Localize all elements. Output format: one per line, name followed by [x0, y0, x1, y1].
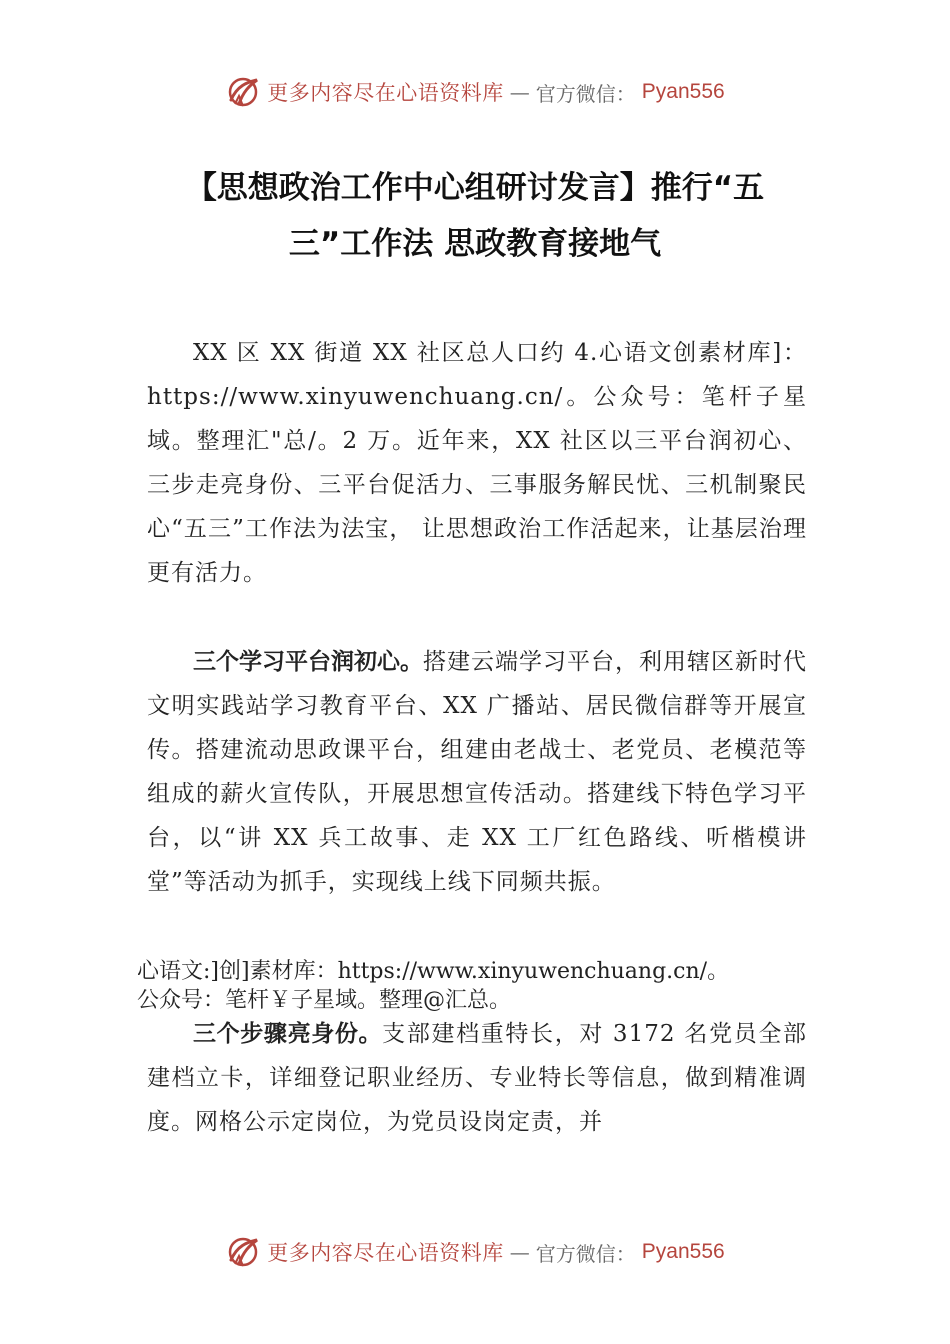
body-paragraph-3: [147, 1012, 807, 1144]
body-paragraph-2: [147, 640, 807, 904]
paragraph-lead: 三个步骤亮身份。: [193, 1021, 383, 1047]
ribbon-logo-icon: [225, 1234, 261, 1270]
ribbon-logo-icon: [225, 74, 261, 110]
paragraph-text: 搭建云端学习平台，利用辖区新时代文明实践站学习教育平台、XX 广播站、居民微信群等开展宣传。搭建流动思政课平台，组建由老战士、老党员、老模范等组成的薪火宣传队，开展思想宣传活动。搭建线下特色学习平台，以“讲 XX 兵工故事、走 XX 工厂红色路线、听楷模讲堂”等活动为抓手，实现线上线下同频共振。: [147, 649, 807, 895]
watermark-banner-top: [0, 72, 950, 112]
paragraph-text: 支部建档重特长，对 3172 名党员全部建档立卡，详细登记职业经历、专业特长等信息，做到精准调度。网格公示定岗位，为党员设岗定责，并: [147, 1021, 807, 1135]
body-paragraph-1: [147, 331, 807, 595]
watermark-banner-bottom: [0, 1232, 950, 1272]
watermark-separator: —: [509, 80, 530, 104]
inserted-source-note: [137, 957, 837, 1015]
watermark-text: 更多内容尽在心语资料库: [267, 81, 504, 105]
source-note-line-2: 公众号：笔杆￥子星域。整理@汇总。: [137, 988, 512, 1013]
document-title: [135, 160, 815, 272]
paragraph-text: XX 区 XX 街道 XX 社区总人口约 4.心语文创素材库]：https://www.xinyuwenchuang.cn/。公众号：笔杆子星域。整理汇"总/。2 万。近年来，XX 社区以三平台润初心、三步走亮身份、三平台促活力、三事服务解民忧、三机制聚民心“五三”工作法为法宝， 让思想政治工作活起来，让基层治理更有活力。: [147, 340, 807, 586]
paragraph-lead: 三个学习平台润初心。: [193, 649, 423, 675]
watermark-text: 更多内容尽在心语资料库: [267, 1241, 504, 1265]
watermark-wechat-id: Pyan556: [641, 1240, 725, 1263]
source-note-line-1: 心语文:]创]素材库：https://www.xinyuwenchuang.cn/。: [137, 959, 730, 984]
title-line-1: 【思想政治工作中心组研讨发言】推行“五: [185, 170, 765, 206]
watermark-wechat-id: Pyan556: [641, 80, 725, 103]
watermark-label: 官方微信：: [535, 1241, 636, 1266]
watermark-label: 官方微信：: [535, 81, 636, 106]
watermark-separator: —: [509, 1240, 530, 1264]
title-line-2: 三”工作法 思政教育接地气: [288, 226, 662, 262]
